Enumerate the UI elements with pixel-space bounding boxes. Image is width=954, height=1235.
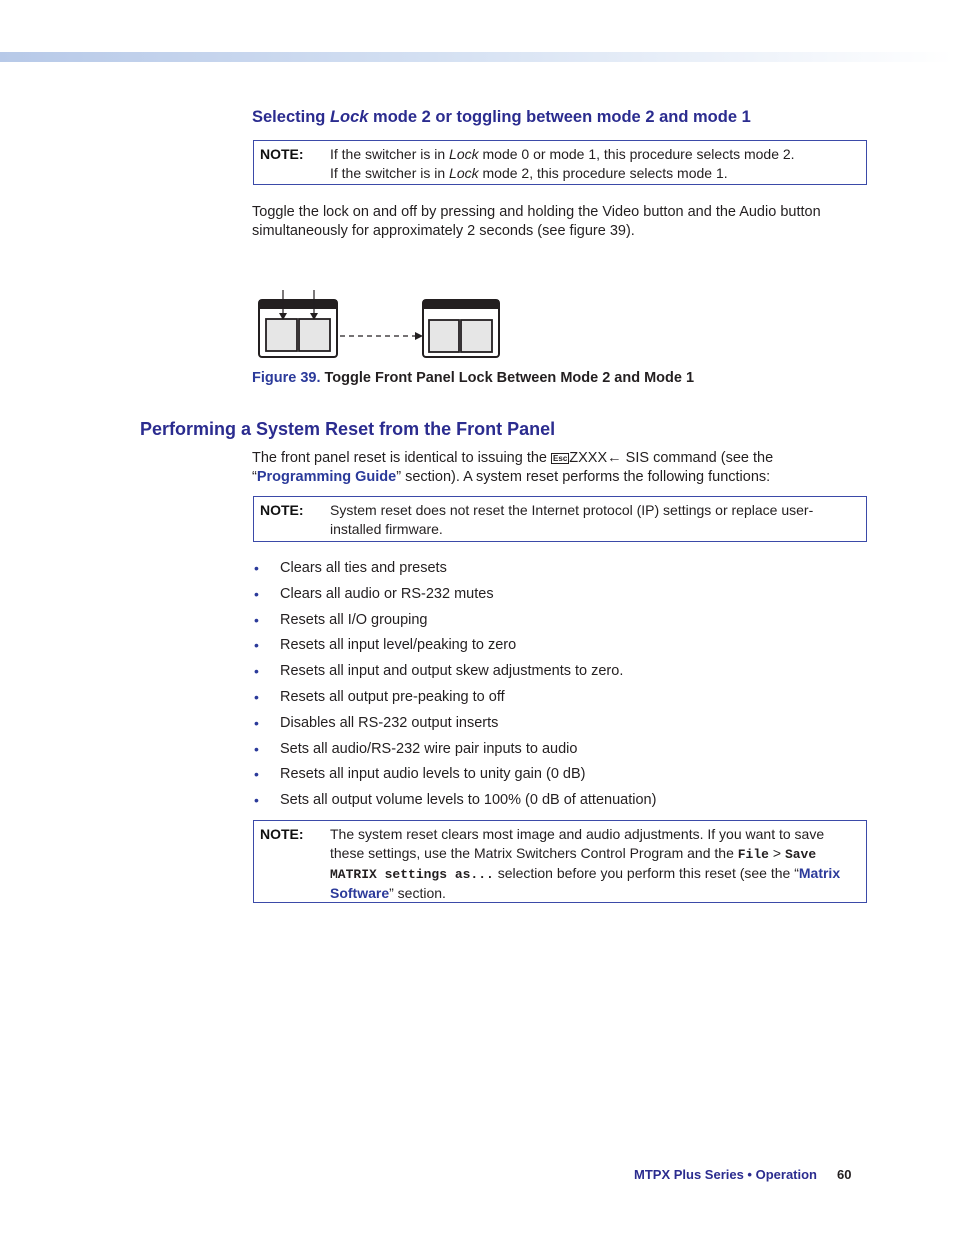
note-box-save-settings — [253, 820, 867, 903]
bullet-icon: • — [254, 637, 259, 654]
figure-39-diagram — [255, 286, 505, 362]
front-panel-buttons-released — [423, 300, 499, 357]
system-reset-intro: The front panel reset is identical to issuing the Esc ZXXX← SIS command (see the “Programming Guide” section). A system reset performs the following functions: — [252, 450, 774, 485]
front-panel-buttons-pressed — [259, 290, 337, 357]
file-menu-label: File — [737, 847, 769, 862]
bullet-icon: • — [254, 688, 259, 705]
save-matrix-settings-label: Save MATRIX settings as... — [330, 847, 817, 882]
section-heading-lock-mode: Selecting Lock mode 2 or toggling between mode 2 and mode 1 — [252, 108, 751, 126]
list-item: • Resets all input and output skew adjustments to zero. — [254, 663, 624, 680]
bullet-icon: • — [254, 766, 259, 783]
bullet-icon: • — [254, 740, 259, 757]
figure-39-caption: Figure 39. Toggle Front Panel Lock Between Mode 2 and Mode 1 — [252, 370, 695, 386]
list-item: • Sets all output volume levels to 100% (0 dB of attenuation) — [254, 792, 657, 809]
section-heading-system-reset: Performing a System Reset from the Front Panel — [140, 419, 556, 439]
footer-title: MTPX Plus Series • Operation — [634, 1167, 817, 1182]
bullet-icon: • — [254, 663, 259, 680]
header-accent-bar — [0, 52, 954, 62]
esc-key-icon: Esc — [553, 454, 568, 463]
lock-toggle-paragraph: Toggle the lock on and off by pressing and holding the Video button and the Audio button simultaneously for approximately 2 seconds (see figure 39). — [252, 204, 821, 239]
reset-functions-list — [252, 559, 852, 817]
bullet-icon: • — [254, 560, 259, 576]
note-label: NOTE: — [260, 826, 304, 842]
page-number: 60 — [837, 1167, 852, 1182]
list-item: • Resets all input audio levels to unity gain (0 dB) — [254, 766, 586, 783]
page-footer — [634, 1167, 874, 1182]
bullet-icon: • — [254, 585, 259, 602]
programming-guide-link[interactable]: Programming Guide — [256, 469, 397, 485]
bullet-icon: • — [254, 714, 259, 731]
matrix-software-link[interactable]: Matrix Software — [330, 865, 841, 901]
note-box-ip-settings — [253, 496, 867, 542]
list-item: • Sets all audio/RS-232 wire pair inputs to audio — [254, 740, 578, 757]
list-item: • Resets all input level/peaking to zero — [254, 637, 517, 654]
list-item: • Clears all ties and presets — [254, 560, 447, 576]
enter-arrow-icon: ← — [607, 450, 622, 466]
note-text: The system reset clears most image and audio adjustments. If you want to save these settings, use the Matrix Switchers Control Program and the File > Save MATRIX settings as... selection before you perform this reset (see the “Matrix Software” section. — [330, 826, 841, 901]
bullet-icon: • — [254, 611, 259, 628]
list-item: • Resets all I/O grouping — [254, 611, 428, 628]
note-text: System reset does not reset the Internet protocol (IP) settings or replace user-installed firmware. — [330, 502, 814, 537]
list-item: • Clears all audio or RS-232 mutes — [254, 585, 494, 602]
list-item: • Disables all RS-232 output inserts — [254, 714, 499, 731]
bullet-icon: • — [254, 792, 259, 809]
note-box-lock-mode — [253, 140, 867, 185]
list-item: • Resets all output pre-peaking to off — [254, 688, 505, 705]
note-label: NOTE: — [260, 502, 304, 518]
note-text: If the switcher is in Lock mode 0 or mode 1, this procedure selects mode 2. If the switcher is in Lock mode 2, this procedure selects mode 1. — [330, 146, 795, 181]
note-label: NOTE: — [260, 146, 304, 162]
